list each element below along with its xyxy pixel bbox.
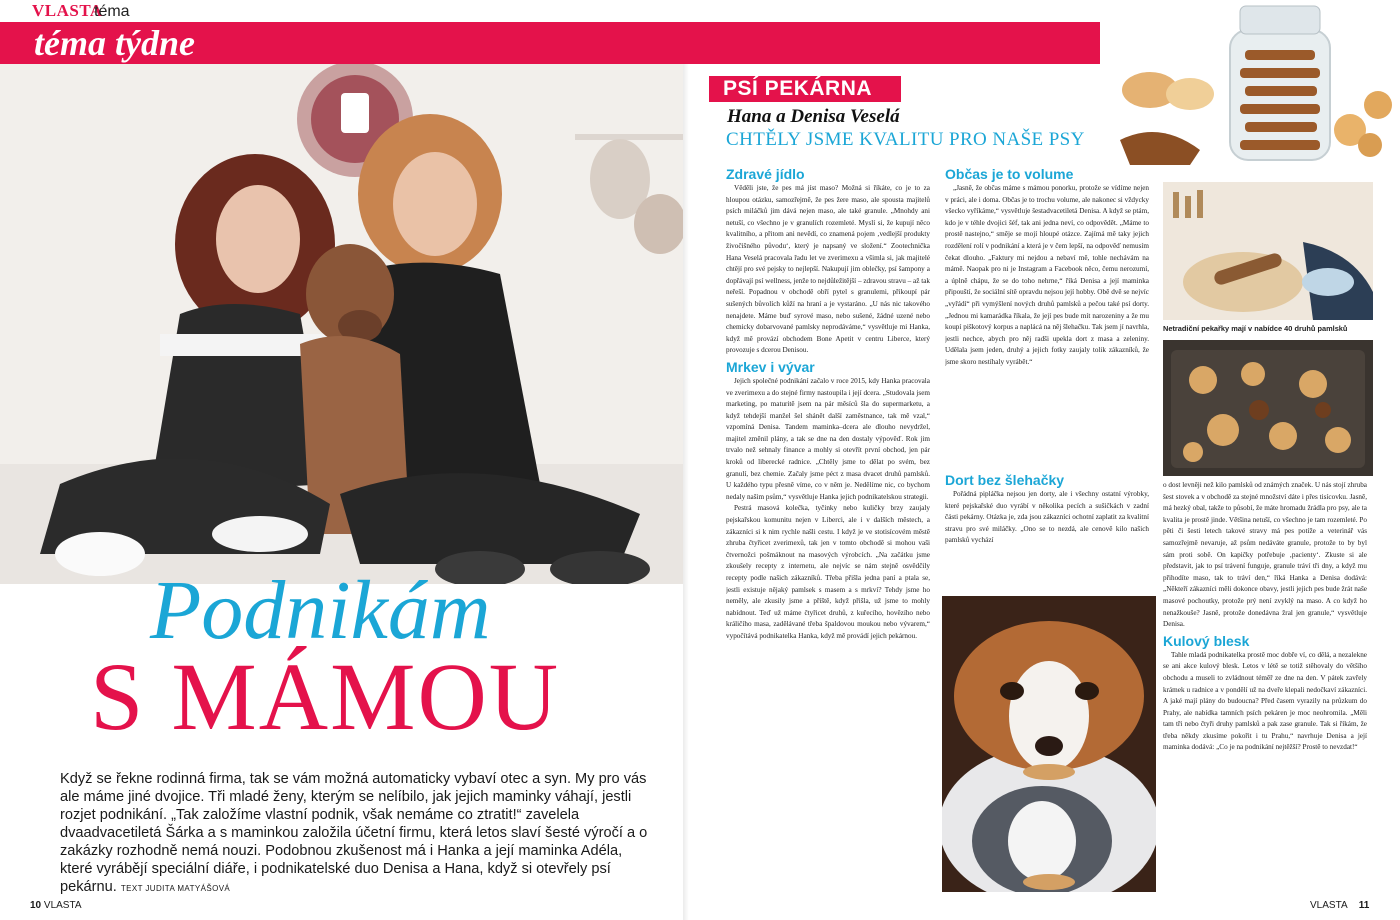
baking-illustration-tray: [1163, 340, 1373, 476]
story-kicker: PSÍ PEKÁRNA: [709, 76, 901, 102]
section-title: téma týdne: [34, 23, 195, 63]
headline-line-1: Podnikám: [150, 564, 491, 657]
body-text: Pořádná pipláčka nejsou jen dorty, ale i všechny ostatní výrobky, které pejskařské duo vyrábí v několika pecích a sušičkách v zadní části pekárny. Otázka je, zda jsou zákazníci ochotní zaplatit za kvalitní stravu pro své miláčky. „Ono se to nezdá, ale cenově kilo našich pamlsků vychází: [945, 490, 1149, 545]
baking-illustration-top: [1163, 182, 1373, 320]
page-number: 10: [30, 900, 42, 911]
baking-photo-tray: [1163, 340, 1373, 476]
page-footer-right: [1310, 900, 1369, 911]
photo-illustration: [0, 64, 683, 584]
page-gutter: [683, 64, 689, 920]
body-text: Věděli jste, že pes má jíst maso? Možná si říkáte, co je to za hloupou otázku, samozřejmě, že pes žere maso, ale spousta majitelů psích miláčků jim dává nejen maso, ale také granule. „Mnohdy ani netuší, co všechno je v granulích rozemleté. Myslí si, že kupují něco kvalitního, a přitom ani nevědí, co znamená pojem ‚vedlejší produkty živočišného původu‘, který je napsaný ve složení.“ Zootechnička Hana Veselá pracovala řadu let ve zverimexu a všimla si, jak majitelé chtějí pro své pejsky to nejlepší. Nakupují jim oblečky, psí šampony a dopřávají psí wellness, jenže to nejdůležitější – zdravou stravu – až tak neřeší. Popadnou v obchodě obří pytel s granulemi, přikoupí pár sušených bůvolích kůží na hraní a je vystaráno. „U nás nic takového nenajdete. Máme buď syrové maso, nebo sušené, žádné uzené nebo chemicky dobarvované pamlsky neprodáváme,“ vysvětluje mi Hanka, když mě provází obchodem Bone Apetit v centru Liberce, který provozuje s dcerou Denisou.: [726, 184, 930, 355]
page-brand: VLASTA: [1310, 900, 1348, 911]
lead-paragraph: [60, 770, 650, 898]
story-names: Hana a Denisa Veselá: [727, 106, 900, 127]
subheading-kulovy-blesk: Kulový blesk: [1163, 632, 1250, 649]
body-text: Pestrá masová kolečka, tyčinky nebo kuličky brzy zaujaly pejskařskou komunitu nejen v Liberci, ale i v dalších městech, a zákazníci si k nim rychle našli cestu. I když je ve stotisícovém městě zhruba čtyřicet zverimexů, tak jen v tomto obchodě si mohou vaši čtvernožci pošmáknout na masových výrobcích. „Na začátku jsme zkoušely recepty z internetu, ale nejvíc se nám stejně osvědčily recepty podle našich zákazníků. Třeba přišla jedna paní a ptala se, jestli existuje nějaký pamlsek s masem a s mrkví? Tehdy jsme ho neměly, ale zkusily jsme a příště, když přišla, už jsme to mohly nabídnout. Teď už máme čtyřicet druhů, z kuřecího, hovězího nebo králičího masa, zadělávané třeba špaldovou moukou nebo vývarem,“ vypočítává podnikatelka Hanka, když mě provádí jejich pekárnou.: [726, 504, 930, 640]
article-column-1: [726, 164, 930, 888]
brand-tag: téma: [94, 3, 130, 20]
treat-jar-photo: [1100, 0, 1400, 172]
article-column-2: [945, 164, 1149, 464]
body-text: „Jasně, že občas máme s mámou ponorku, protože se vídíme nejen v práci, ale i doma. Občas je to trochu volume, ale nakonec si vždycky všecko vyříkáme,“ vysvětluje šestadvacetiletá Denisa. A když se ptám, kdo je v téhle dvojici šéf, tak ani jedna neví, co odpovědět. „Máme to prostě nastejno,“ směje se mojí hloupé otázce. Zajímá mě taky jejich rozdělení rolí v podnikání a která je v čem lepší, na odpověď nemusím čekat dlouho. „Faktury mi nejdou a nebaví mě, tohle nechávám na mámě. Naopak pro ni je Instagram a Facebook něco, čemu nerozumí, a úplně chápu, že se do toho nehrne,“ říká Denisa a její maminka připouští, že sociální sítě opravdu nejsou její hobby. Obě dvě se nejvíc „vyřádí“ při vymýšlení nových druhů pamlsků a pečou také psí dorty. „Jednou mi kamarádka říkala, že její pes bude mít narozeniny a že mu koupí piškotový korpus a naplácá na něj šlehačku. Tak jsem jí navrhla, jestli nechce, abych pro něj radši upekla dort z masa a zeleniny. Udělala jsem jeden, druhý a jejich fotky zaujaly tolik zákazníků, že jsme skoro nestíhaly vyrábět.“: [945, 184, 1149, 366]
page-brand: VLASTA: [43, 900, 82, 911]
article-column-3: [1163, 480, 1367, 880]
page-number: 11: [1358, 900, 1370, 911]
brand-logo: VLASTA: [32, 1, 103, 20]
headline-line-2: S MÁMOU: [90, 643, 561, 750]
photo-caption: Netradiční pekařky mají v nabídce 40 druhů pamlsků: [1163, 324, 1348, 333]
article-column-2-lower: [945, 470, 1149, 590]
author-credit: TEXT JUDITA MATYÁŠOVÁ: [120, 884, 231, 893]
story-subhead: CHTĚLY JSME KVALITU PRO NAŠE PSY: [726, 129, 1085, 150]
body-text: o dost levněji než kilo pamlsků od známých značek. U nás stojí zhruba šest stovek a v obchodě za stejné množství dáte i přes tisícovku. Jasně, má hezký obal, takže to působí, že máte hromadu žrádla pro psy, ale ta kvalita je prostě jinde. Většina netuší, co všechno je tam rozemleté. Po pěti či šesti letech takové stravy má pes potíže a veterinář vás samozřejmě nevaruje, až psům nedáváte granule, protože to by byl sám proti sobě. On kapičky potřebuje ‚pacienty‘. Zkuste si ale představit, jak to psí trávení funguje, granule tráví tři dny, a když mu přihodíte maso, tak to tráví den,“ říká Hanka a Denisa dodává: „Někteří zákazníci měli dokonce obavy, jestli jejich pes bude žrát naše masové pochoutky, protože prý není zvyklý na maso. A co když ho nenažkouše? Jasně, protože donedávna žral jen granule,“ vysvětluje Denisa.: [1163, 481, 1367, 629]
body-text: Tahle mladá podnikatelka prostě moc dobře ví, co dělá, a nezalekne se ani akce kulový blesk. Letos v létě se totiž stěhovaly do většího obchodu a museli to zvládnout téměř ze dne na den. V pátek zavřely krámek u radnice a v pondělí už na dveře klepali nedočkaví zákazníci. A jaké mají plány do budoucna? Před časem vyrazily na průzkum do Prahy, ale nabídka tamních psích pekáren je moc neohromila. „Měli tam tři nebo čtyři druhy pamlsků a pak zase granule. Tak si říkám, že třeba někdy zkusíme pokořit i tu Prahu,“ navrhuje Denisa a její maminka dodává: „Co je na podnikání nejtěžší? Prostě to nevzdat!“: [1163, 650, 1367, 752]
lead-text: Když se řekne rodinná firma, tak se vám možná automaticky vybaví otec a syn. My pro vás ale máme jiné dvojice. Tři mladé ženy, kterým se nelíbilo, jak jejich maminky váhají, jestli rozjet podnikání. „Tak založíme vlastní podnik, však nemáme co ztratit!“ zavelela dvaadvacetiletá Šárka a s maminkou založila účetní firmu, která letos slaví šesté výročí a o zakázky rozhodně nemá nouzi. Podobnou zkušenost má i Hanka a její maminka Adéla, které vyrábějí speciální diáře, i podnikatelské duo Denisa a Hana, když si otevřely psí pekárnu.: [60, 771, 648, 895]
subheading-obcas-je-to-volume: Občas je to volume: [945, 166, 1074, 182]
subheading-dort-bez-slehacky: Dort bez šlehačky: [945, 472, 1065, 488]
subheading-mrkev-i-vyvar: Mrkev i vývar: [726, 358, 815, 375]
body-text: Jejich společné podnikání začalo v roce 2015, kdy Hanka pracovala ve zverimexu a do stejné firmy nastoupila i její dcera. „Studovala jsem marketing, po maturitě jsem na pár měsíců šla do supermarketu, a když tehdejší manžel šel shánět další zaměstnance, tak mě vzal,“ vzpomíná Denisa. Tandem maminka–dcera ale dlouho nevydržel, majitel změnil plány, a tak se dne na den dostaly výpověď. Rok jim trvalo než sehnaly finance a mohly si otevřít první obchod, jen pár kroků od liberecké radnice. „Chtěly jsme to dělat po svém, bez granulí, bez chemie. Začaly jsme péct z masa dvacet druhů pamlsků. U každého typu přesně víme, co v něm je. Nedělíme nic, co bychom nedaly našim psům,“ vysvětluje Hanka jejich podnikatelskou strategii.: [726, 376, 930, 501]
page-footer-left: [30, 900, 82, 911]
subheading-zdrave-jidlo: Zdravé jídlo: [726, 166, 805, 182]
mother-daughter-dog-photo: [0, 64, 683, 584]
dogs-illustration: [942, 596, 1156, 892]
australian-shepherds-photo: [942, 596, 1156, 892]
baking-photo-top: [1163, 182, 1373, 320]
treat-jar-illustration: [1100, 0, 1400, 172]
